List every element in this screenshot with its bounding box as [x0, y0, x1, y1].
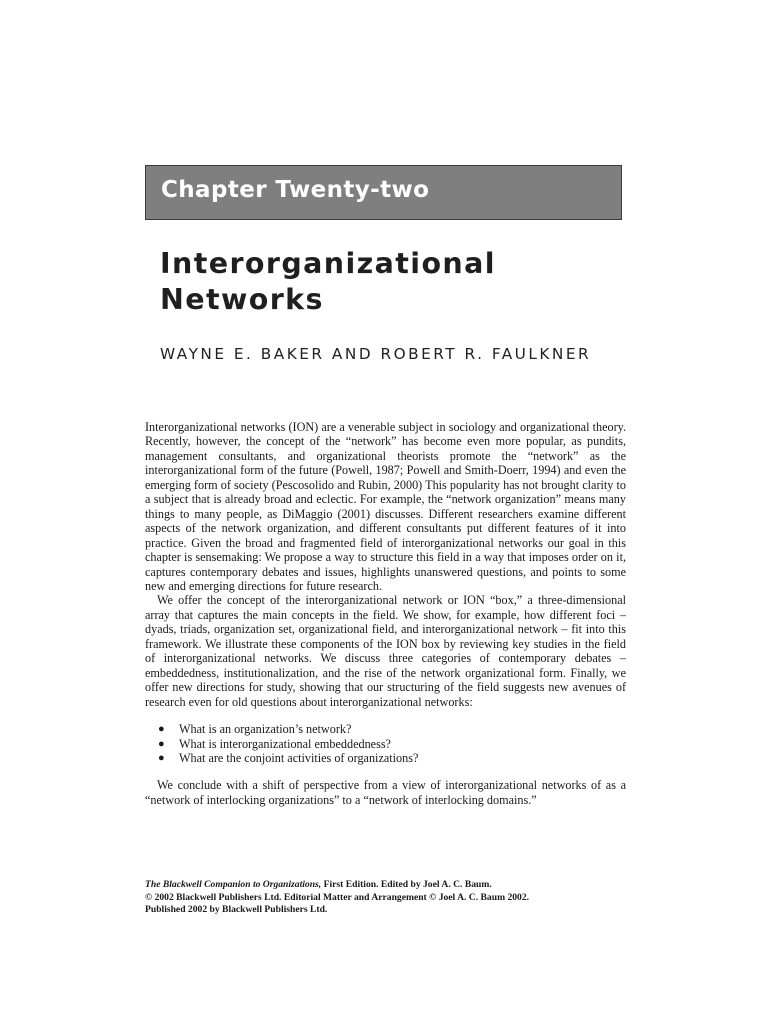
chapter-body [145, 420, 626, 807]
footer-line-1 [145, 879, 529, 892]
paragraph-conclusion: We conclude with a shift of perspective from a view of interorganizational networks of as a “network of interlocking organizations” to a “network of interlocking domains.” [145, 778, 626, 807]
bullet-icon: ● [158, 723, 165, 736]
question-text: What is interorganizational embeddedness? [179, 736, 391, 751]
list-item [145, 751, 626, 765]
question-list [145, 722, 626, 765]
footer-line-2: © 2002 Blackwell Publishers Ltd. Editorial Matter and Arrangement © Joel A. C. Baum 2002. [145, 891, 530, 903]
chapter-title-line-1: Interorganizational [160, 247, 496, 280]
paragraph-intro: Interorganizational networks (ION) are a venerable subject in sociology and organizational theory. Recently, however, the concept of the “network” has become even more popular, as pundits, management consultants, and organizational theorists promote the “network” as the interorganizational form of the future (Powell, 1987; Powell and Smith-Doerr, 1994) and even the emerging form of society (Pescosolido and Rubin, 2000) This popularity has not brought clarity to a subject that is already broad and eclectic. For example, the “network organization” means many things to many people, as DiMaggio (2001) discusses. Different researchers examine different aspects of the network organization, and different consultants put different features of it into practice. Given the broad and fragmented field of interorganizational networks our goal in this chapter is sensemaking: We propose a way to structure this field in a way that imposes order on it, captures contemporary debates and issues, highlights unanswered questions, and points to some new and emerging directions for future research. [145, 420, 626, 593]
paragraph-ion-box: We offer the concept of the interorganizational network or ION “box,” a three-dimensional array that captures the main concepts in the field. We show, for example, how different foci – dyads, triads, organization set, organizational field, and interorganizational network – fit into this framework. We illustrate these components of the ION box by reviewing key studies in the field of interorganizational networks. We discuss three categories of contemporary debates – embeddedness, institutionalization, and the rise of the network organizational form. Finally, we offer new directions for study, showing that our structuring of the field suggests new avenues of research even for old questions about interorganizational networks: [145, 593, 626, 709]
question-text: What is an organization’s network? [179, 722, 352, 737]
chapter-title [160, 246, 496, 318]
footer-line-3: Published 2002 by Blackwell Publishers Ltd. [145, 904, 328, 916]
question-text: What are the conjoint activities of organizations? [179, 750, 419, 765]
list-item [145, 737, 626, 751]
bullet-icon: ● [158, 737, 165, 750]
chapter-title-line-2: Networks [160, 283, 324, 316]
chapter-banner [145, 165, 622, 220]
list-item [145, 722, 626, 736]
copyright-footer [145, 879, 529, 917]
bullet-icon: ● [158, 751, 165, 764]
edition-note: First Edition. Edited by Joel A. C. Baum. [323, 879, 492, 890]
book-title: The Blackwell Companion to Organizations, [145, 879, 322, 890]
chapter-authors: WAYNE E. BAKER AND ROBERT R. FAULKNER [160, 345, 592, 363]
chapter-label: Chapter Twenty-two [161, 177, 430, 203]
